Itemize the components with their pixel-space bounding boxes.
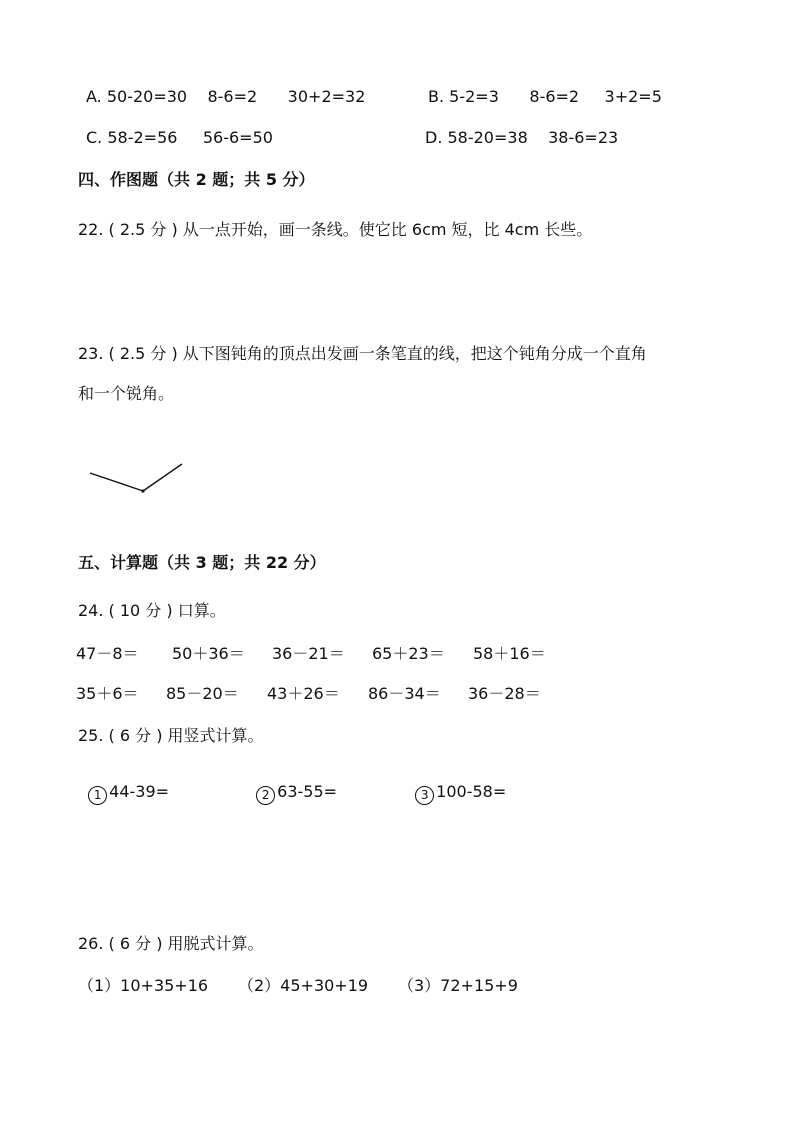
vertical-calc-expr: 44-39= — [109, 782, 170, 801]
question-23-line-1: 23. ( 2.5 分 ) 从下图钝角的顶点出发画一条笔直的线，把这个钝角分成一个直角 — [78, 344, 647, 363]
option-a: A. 50-20=30 8-6=2 30+2=32 — [86, 87, 366, 106]
mental-calc-7: 85－20＝ — [166, 684, 239, 703]
question-24-title: 24. ( 10 分 ) 口算。 — [78, 601, 226, 620]
section-5-title: 五、计算题（共 3 题；共 22 分） — [78, 553, 326, 572]
question-22: 22. ( 2.5 分 ) 从一点开始，画一条线。使它比 6cm 短，比 4cm 长些。 — [78, 220, 593, 239]
vertical-calc-1 — [78, 768, 169, 805]
mental-calc-1: 47－8＝ — [76, 644, 139, 663]
stepwise-calc-3: （3）72+15+9 — [398, 976, 518, 995]
mental-calc-5: 58＋16＝ — [473, 644, 546, 663]
vertical-calc-expr: 100-58= — [436, 782, 507, 801]
vertical-calc-3 — [405, 768, 506, 805]
option-c: C. 58-2=56 56-6=50 — [86, 128, 273, 147]
question-25-title: 25. ( 6 分 ) 用竖式计算。 — [78, 726, 264, 745]
mental-calc-6: 35＋6＝ — [76, 684, 139, 703]
option-d: D. 58-20=38 38-6=23 — [425, 128, 619, 147]
question-23-line-2: 和一个锐角。 — [78, 384, 175, 403]
circled-number-3: 3 — [415, 786, 434, 805]
mental-calc-2: 50＋36＝ — [172, 644, 245, 663]
vertical-calc-2 — [246, 768, 337, 805]
mental-calc-4: 65＋23＝ — [372, 644, 445, 663]
circled-number-1: 1 — [88, 786, 107, 805]
section-4-title: 四、作图题（共 2 题；共 5 分） — [78, 170, 315, 189]
angle-right-ray — [143, 464, 182, 491]
mental-calc-3: 36－21＝ — [272, 644, 345, 663]
vertical-calc-expr: 63-55= — [277, 782, 338, 801]
question-26-title: 26. ( 6 分 ) 用脱式计算。 — [78, 934, 264, 953]
circled-number-2: 2 — [256, 786, 275, 805]
obtuse-angle-figure — [80, 455, 190, 500]
stepwise-calc-1: （1）10+35+16 — [78, 976, 209, 995]
option-b: B. 5-2=3 8-6=2 3+2=5 — [428, 87, 662, 106]
stepwise-calc-2: （2）45+30+19 — [238, 976, 369, 995]
mental-calc-8: 43＋26＝ — [267, 684, 340, 703]
mental-calc-9: 86－34＝ — [368, 684, 441, 703]
angle-vertex — [141, 489, 144, 492]
angle-left-ray — [90, 473, 143, 491]
mental-calc-10: 36－28＝ — [468, 684, 541, 703]
